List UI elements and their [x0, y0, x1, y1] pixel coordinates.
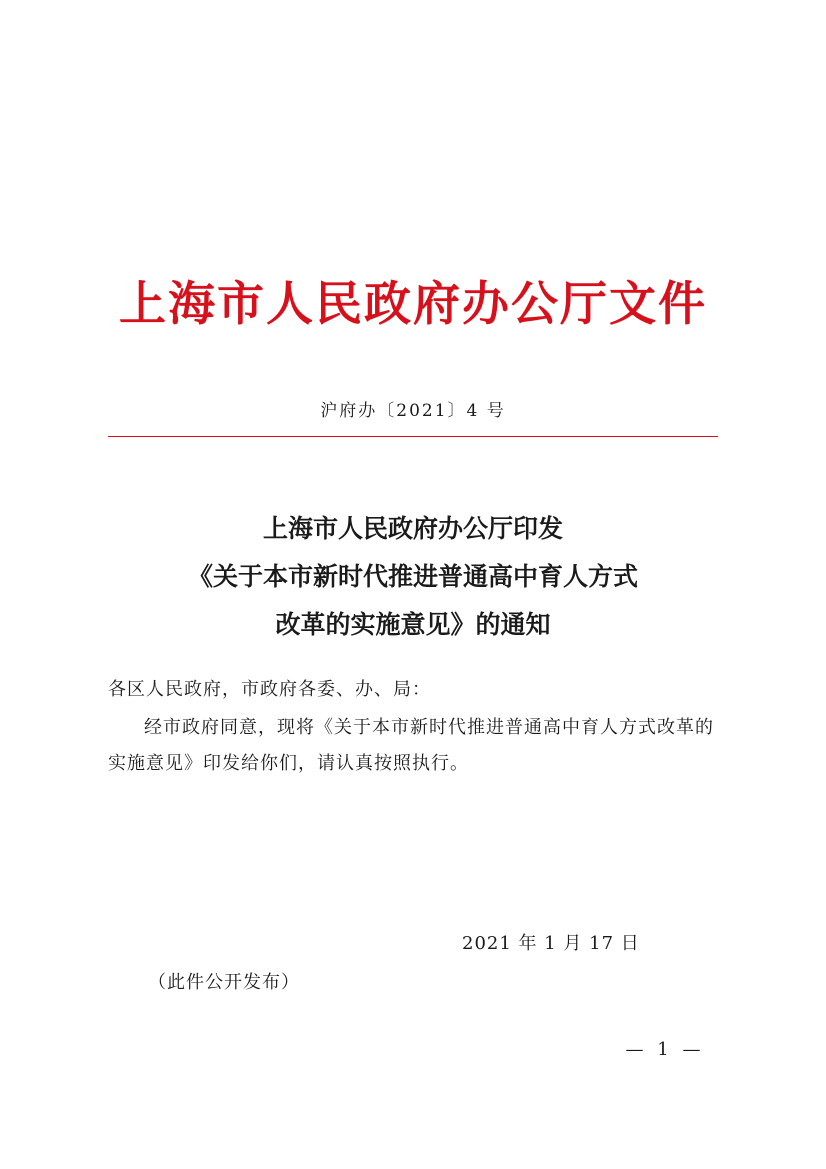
- document-number: 沪府办〔2021〕4 号: [320, 401, 506, 421]
- page-number: — 1 —: [625, 1039, 705, 1060]
- issue-date: 2021 年 1 月 17 日: [462, 933, 640, 954]
- title-line-1: 上海市人民政府办公厅印发: [262, 514, 563, 543]
- document-masthead: 上海市人民政府办公厅文件: [119, 277, 707, 332]
- title-line-3: 改革的实施意见》的通知: [275, 610, 551, 639]
- red-divider-rule: [108, 436, 718, 437]
- title-line-2: 《关于本市新时代推进普通高中育人方式: [187, 562, 638, 591]
- salutation: 各区人民政府，市政府各委、办、局：: [108, 679, 431, 700]
- body-paragraph: 经市政府同意，现将《关于本市新时代推进普通高中育人方式改革的实施意见》印发给你们，请认真按照执行。: [108, 717, 714, 774]
- publish-note: （此件公开发布）: [148, 972, 300, 993]
- document-title: [0, 505, 826, 649]
